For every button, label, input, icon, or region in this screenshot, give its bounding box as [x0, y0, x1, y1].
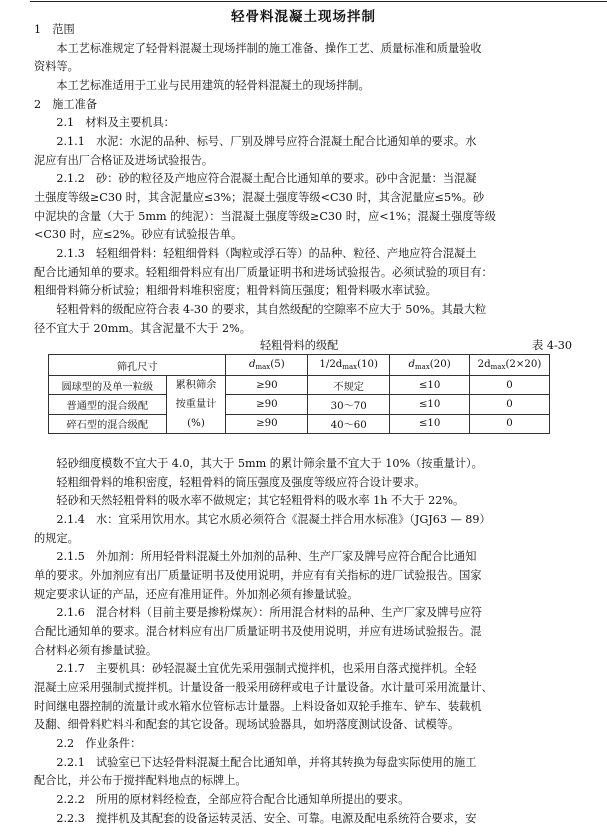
cell-value: 0: [470, 395, 550, 414]
text-line: 时间继电器控制的流量计或水箱水位管标志计量器。上料设备如双轮手推车、铲车、装载机: [34, 700, 482, 713]
header-2dmax: $2d_{max}(2\times 20)$: [470, 355, 550, 376]
header-sieve-size: 筛孔尺寸: [49, 355, 226, 376]
text-line: 本工艺标准适用于工业与民用建筑的轻骨料混凝土的现场拌制。: [34, 79, 370, 92]
text-line: 轻粗骨料的级配应符合表 4-30 的要求，其自然级配的空隙率不应大于 50%。其最大粒: [34, 303, 487, 316]
header-dmax: $d_{max}(5)$: [226, 355, 308, 376]
text-line: 合配比通知单的要求。混合材料应有出厂质量证明书及使用说明，并应有进场试验报告。混: [34, 625, 482, 638]
text-line: 配合比，并公布于搅拌配料地点的标牌上。: [34, 774, 247, 787]
text-line: 2.2 作业条件：: [34, 737, 142, 750]
text-line: 中泥块的含量（大于 5mm 的纯泥）：当混凝土强度等级≥C30 时，应<1%；混凝土强度等级: [34, 210, 496, 223]
cell-value: ≥90: [226, 414, 308, 433]
text-line: 本工艺标准规定了轻骨料混凝土现场拌制的施工准备、操作工艺、质量标准和质量验收: [34, 42, 482, 55]
grading-table: [48, 354, 550, 434]
table-row: [49, 414, 550, 433]
text-line: <C30 时，应≤2%。砂应有试验报告单。: [34, 228, 243, 241]
text-line: 土强度等级≥C30 时，其含泥量应≤3%；混凝土强度等级<C30 时，其含泥量应≤5%。砂: [34, 191, 485, 204]
text-line: 2.2.3 搅拌机及其配套的设备运转灵活、安全、可靠。电源及配电系统符合要求，安: [34, 812, 477, 825]
cell-value: ≥90: [226, 376, 308, 395]
cell-value: ≤10: [390, 376, 470, 395]
table-row: [49, 395, 550, 414]
header-half-dmax: $1/2d_{max}(10)$: [308, 355, 390, 376]
text-line: 资料等。: [34, 60, 79, 73]
text-line: 2.2.1 试验室已下达轻骨料混凝土配合比通知单，并将其转换为每盘实际使用的施工: [34, 756, 477, 769]
text-line: 2.1.6 混合材料（目前主要是掺粉煤灰）：所用混合材料的品种、生产厂家及牌号应符: [34, 606, 482, 619]
cell-value: 不规定: [308, 376, 390, 395]
header-rule: [30, 1, 607, 2]
text-line: 2.1.2 砂：砂的粒径及产地应符合混凝土配合比通知单的要求。砂中含泥量：当混凝: [34, 172, 477, 185]
cell-value: ≥90: [226, 395, 308, 414]
document-title: 轻骨料混凝土现场拌制: [231, 9, 376, 25]
table-header-row: [49, 355, 550, 376]
text-line: 2.1.3 轻粗细骨料：轻粗细骨料（陶粒或浮石等）的品种、粒径、产地应符合混凝土: [34, 247, 477, 260]
text-line: 规定要求认证的产品，还应有准用证件。外加剂必须有掺量试验。: [34, 588, 359, 601]
text-line: 径不宜大于 20mm。其含泥量不大于 2%。: [34, 322, 251, 335]
cell-value: 40～60: [308, 414, 390, 433]
text-line: 混凝土应采用强制式搅拌机。计量设备一般采用磅秤或电子计量设备。水计量可采用流量计、: [34, 681, 493, 694]
text-line: 轻粗细骨料的堆积密度，轻粗骨料的筒压强度及强度等级应符合设计要求。: [34, 476, 426, 489]
text-line: 2.1 材料及主要机具：: [34, 116, 175, 129]
table-caption: [34, 339, 574, 353]
text-line: 2.1.1 水泥：水泥的品种、标号、厂别及牌号应符合混凝土配合比通知单的要求。水: [34, 135, 477, 148]
text-line: 2 施工准备: [34, 98, 98, 111]
text-line: 单的要求。外加剂应有出厂质量证明书及使用说明，并应有有关指标的进厂试验报告。国家: [34, 569, 482, 582]
cell-value: 30～70: [308, 395, 390, 414]
merged-label-cell: 累积筛余 按重量计 (%): [166, 376, 226, 434]
row-type: 碎石型的混合级配: [49, 414, 167, 433]
text-line: 及翻、细骨料贮料斗和配套的其它设备。现场试验器具，如坍落度测试设备、试模等。: [34, 718, 460, 731]
cell-value: ≤10: [390, 414, 470, 433]
row-type: 圆球型的及单一粒级: [49, 376, 167, 395]
cell-value: 0: [470, 376, 550, 395]
table-number: 表 4-30: [532, 339, 572, 352]
cell-value: ≤10: [390, 395, 470, 414]
text-line: 合材料必须有掺量试验。: [34, 644, 158, 657]
text-line: 粗细骨料筛分析试验；粗细骨料堆积密度；粗骨料筒压强度；粗骨料吸水率试验。: [34, 284, 437, 297]
row-type: 普通型的混合级配: [49, 395, 167, 414]
text-line: 轻砂和天然轻粗骨料的吸水率不做规定；其它轻粗骨料的吸水率 1h 不大于 22%。: [34, 494, 465, 507]
header-dmax-20: $d_{max}(20)$: [390, 355, 470, 376]
cell-value: 0: [470, 414, 550, 433]
text-line: 2.2.2 所用的原材料经检查，全部应符合配合比通知单所提出的要求。: [34, 793, 410, 806]
text-line: 2.1.5 外加剂：所用轻骨料混凝土外加剂的品种、生产厂家及牌号应符合配合比通知: [34, 550, 477, 563]
table-title: 轻粗骨料的级配: [260, 339, 339, 352]
text-line: 2.1.7 主要机具：砂轻混凝土宜优先采用强制式搅拌机，也采用自落式搅拌机。全轻: [34, 662, 477, 675]
text-line: 泥应有出厂合格证及进场试验报告。: [34, 154, 214, 167]
text-line: 1 范围: [34, 23, 75, 36]
text-line: 的规定。: [34, 532, 79, 545]
text-line: 轻砂细度模数不宜大于 4.0，其大于 5mm 的累计筛余量不宜大于 10%（按重量计）。: [34, 457, 483, 470]
text-line: 2.1.4 水：宜采用饮用水。其它水质必须符合《混凝土拌合用水标准》（JGJ63 — 89）: [34, 513, 491, 526]
table-row: [49, 376, 550, 395]
text-line: 配合比通知单的要求。轻粗细骨料应有出厂质量证明书和进场试验报告。必须试验的项目有：: [34, 266, 493, 279]
